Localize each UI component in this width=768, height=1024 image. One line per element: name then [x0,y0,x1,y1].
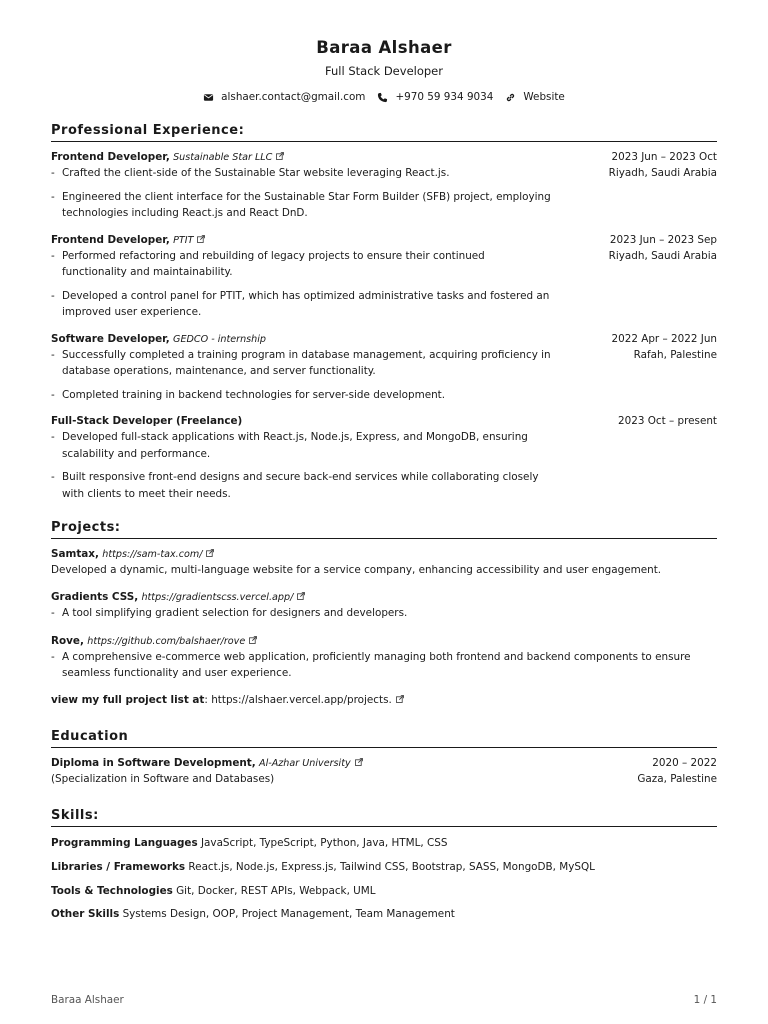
employer-name: GEDCO - internship [173,333,267,345]
external-link-icon [197,235,205,243]
bullet-item: - Successfully completed a training program in database management, acquiring proficiency in database operations, maintenance, and server functionality. [51,347,551,380]
external-link-icon [206,549,214,557]
project-entry [51,589,717,622]
job-dates: 2022 Apr – 2022 Jun [611,332,717,345]
skill-value: Git, Docker, REST APIs, Webpack, UML [176,884,376,897]
bullet-item: - A tool simplifying gradient selection for designers and developers. [51,605,717,622]
email-link[interactable] [203,91,365,105]
experience-entry [51,413,717,502]
bullet-item: - A comprehensive e-commerce web application, proficiently managing both frontend and backend components to ensure seamless functionality and user experience. [51,649,711,682]
employer-link[interactable] [173,234,205,246]
bullet-item: - Crafted the client-side of the Sustainable Star website leveraging React.js. [51,165,551,182]
job-role: Frontend Developer, [51,233,170,246]
email-icon [203,92,214,103]
footer-name: Baraa Alshaer [51,994,124,1006]
job-bullets [51,165,551,222]
projects-heading: Projects: [51,519,717,539]
skill-value: Systems Design, OOP, Project Management, Team Management [122,907,455,920]
job-dates: 2023 Jun – 2023 Sep [609,233,717,246]
experience-entry [51,149,717,222]
bullet-item: - Developed full-stack applications with React.js, Node.js, Express, and MongoDB, ensuring scalability and performance. [51,429,551,462]
website-link[interactable] [505,91,564,105]
candidate-name: Baraa Alshaer [316,38,452,57]
full-list-label: view my full project list at [51,693,205,706]
school-link[interactable] [259,757,363,769]
school-name: Al-Azhar University [259,757,351,769]
job-bullets [51,347,551,404]
page-footer [51,994,717,1008]
bullet-item: - Engineered the client interface for the Sustainable Star Form Builder (SFB) project, employing technologies including React.js and React DnD. [51,189,551,222]
job-location: Riyadh, Saudi Arabia [608,249,717,262]
project-bullets [51,649,711,682]
project-link[interactable] [87,635,257,647]
page-number: 1 / 1 [693,994,717,1006]
bullet-item: - Developed a control panel for PTIT, which has optimized administrative tasks and fostered an improved user experience. [51,288,551,321]
contact-bar [51,91,717,105]
candidate-title: Full Stack Developer [325,64,443,78]
skill-row [51,906,717,922]
skill-row [51,835,717,851]
projects-section [51,519,717,708]
link-icon [505,92,516,103]
phone-text: +970 59 934 9034 [395,91,494,104]
project-name: Samtax, [51,548,99,560]
education-entry [51,755,717,787]
skills-heading: Skills: [51,807,717,827]
experience-heading: Professional Experience: [51,122,717,142]
bullet-item: - Built responsive front-end designs and secure back-end services while collaborating closely with clients to meet their needs. [51,469,551,502]
project-description: Developed a dynamic, multi-language website for a service company, enhancing accessibility and user engagement. [51,564,662,576]
project-url: https://github.com/balshaer/rove [87,635,246,647]
bullet-item: - Performed refactoring and rebuilding of legacy projects to ensure their continued functionality and maintainability. [51,248,551,281]
skills-section [51,807,717,922]
full-list-link[interactable] [204,694,403,706]
project-bullets [51,605,717,622]
project-name: Rove, [51,634,84,647]
project-url: https://gradientscss.vercel.app/ [141,592,294,603]
skill-row [51,883,717,899]
job-dates: 2023 Jun – 2023 Oct [611,151,717,163]
education-location: Gaza, Palestine [637,772,717,785]
education-section [51,728,717,787]
project-link[interactable] [141,591,305,603]
project-link[interactable] [102,548,214,560]
full-list-url: : https://alshaer.vercel.app/projects. [204,693,392,706]
skill-value: React.js, Node.js, Express.js, Tailwind CSS, Bootstrap, SASS, MongoDB, MySQL [188,860,595,873]
phone-icon [377,92,388,103]
resume-page [51,37,717,922]
job-location: Rafah, Palestine [633,348,717,361]
job-dates: 2023 Oct – present [617,415,717,427]
job-bullets [51,429,551,502]
project-entry [51,633,717,682]
full-project-list [51,692,717,708]
skill-label: Programming Languages [51,836,198,849]
experience-section [51,122,717,502]
project-url: https://sam-tax.com/ [102,549,203,560]
experience-entry [51,232,717,321]
job-role: Frontend Developer, [51,151,170,163]
skill-label: Other Skills [51,907,120,920]
experience-entry [51,331,717,404]
degree-name: Diploma in Software Development, [51,756,256,769]
job-role: Full-Stack Developer (Freelance) [51,415,243,427]
job-bullets [51,248,551,321]
skill-row [51,859,717,875]
external-link-icon [297,592,305,600]
project-entry [51,546,717,578]
bullet-item: - Completed training in backend technologies for server-side development. [51,387,551,404]
education-heading: Education [51,728,717,748]
education-specialization: (Specialization in Software and Databases) [51,772,275,785]
website-text: Website [523,91,565,104]
job-role: Software Developer, [51,332,170,345]
education-dates: 2020 – 2022 [652,756,717,769]
external-link-icon [249,636,257,644]
employer-name: PTIT [173,234,194,246]
job-location: Riyadh, Saudi Arabia [608,167,717,179]
skill-label: Libraries / Frameworks [51,860,186,873]
external-link-icon [355,758,363,766]
phone-link[interactable] [377,91,493,105]
email-text: alshaer.contact@gmail.com [221,91,366,104]
project-name: Gradients CSS, [51,591,139,603]
employer-name: Sustainable Star LLC [173,152,273,163]
skill-value: JavaScript, TypeScript, Python, Java, HTML, CSS [200,836,448,849]
employer-link[interactable] [173,151,284,163]
skill-label: Tools & Technologies [51,884,173,897]
external-link-icon [276,152,284,160]
external-link-icon [396,695,404,703]
